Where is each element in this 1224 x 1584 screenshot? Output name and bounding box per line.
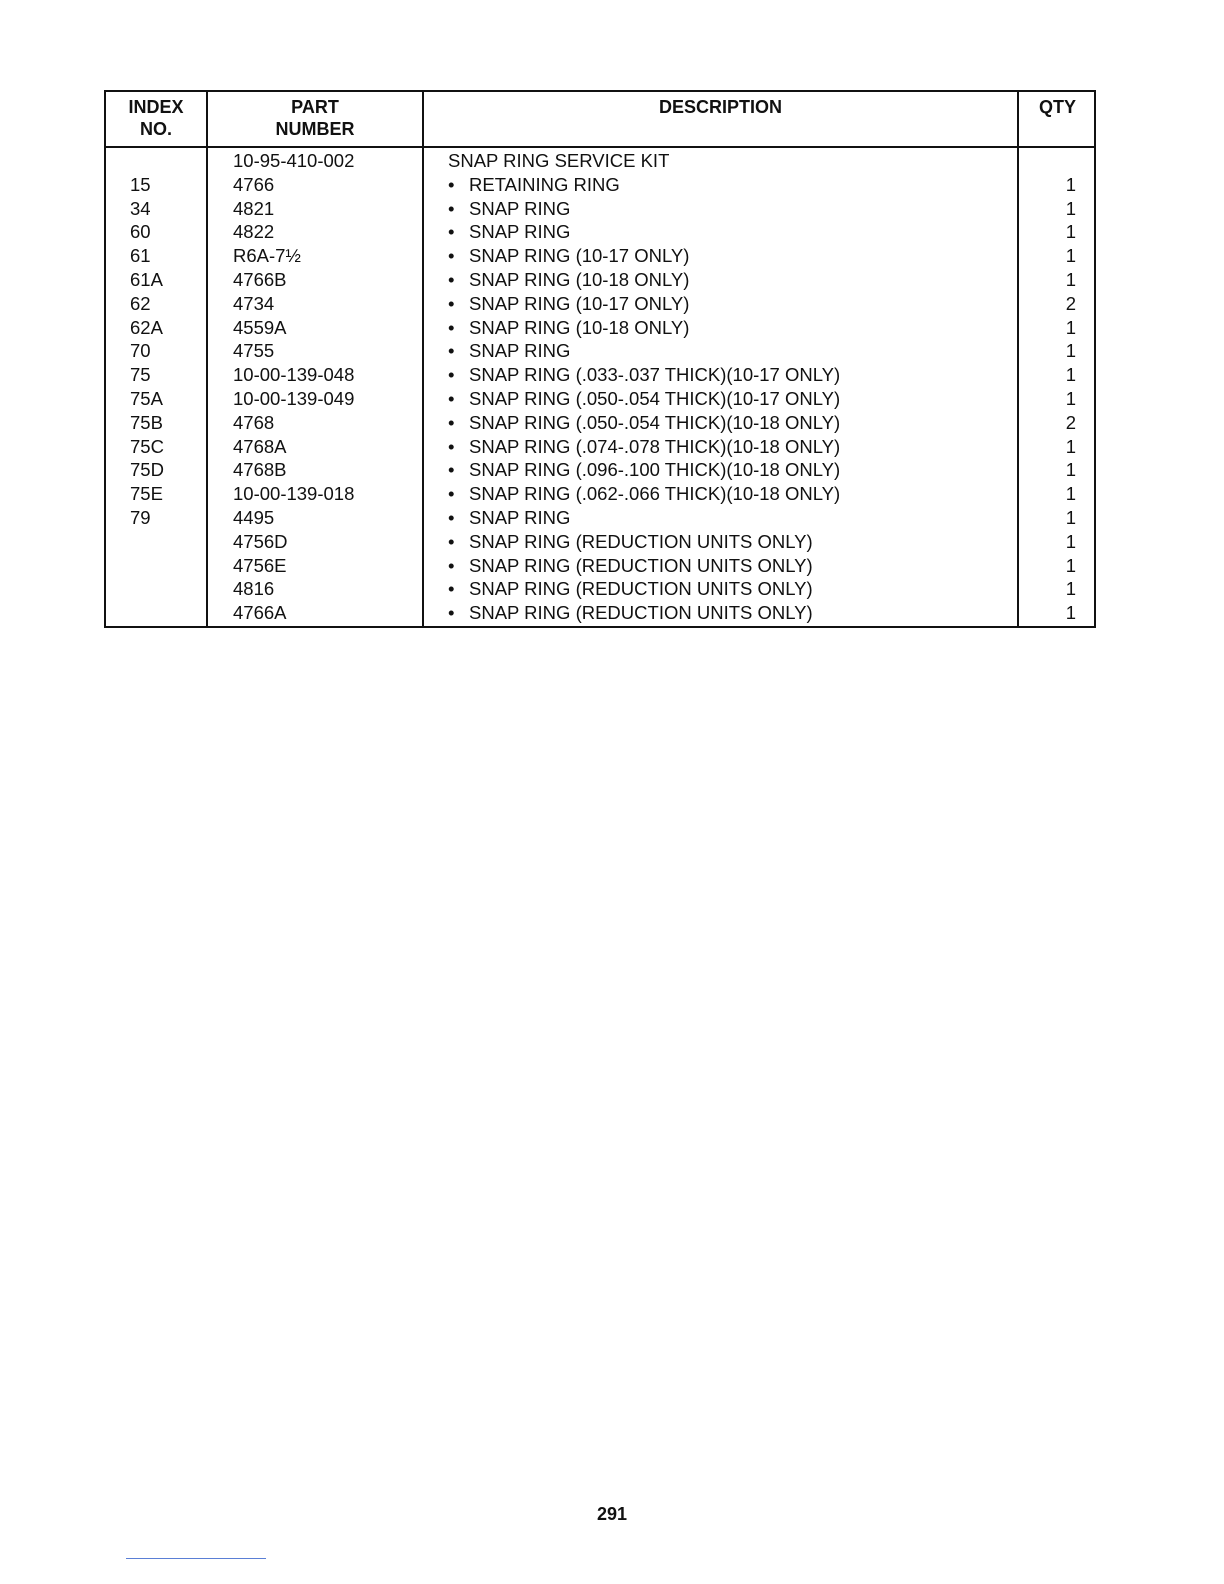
index-cell: 62A [130,316,163,338]
part-number-cell: 4816 [233,578,275,600]
bullet-icon: • [448,459,455,481]
bullet-icon: • [448,340,455,362]
table-row [106,149,1094,173]
table-row [106,530,1094,554]
description-cell: SNAP RING (10-18 ONLY) [469,316,690,338]
bullet-icon: • [448,554,455,576]
bullet-icon: • [448,316,455,338]
table-body [106,149,1094,625]
index-cell: 75 [130,364,151,386]
header-divider [106,146,1094,148]
index-cell: 75D [130,459,164,481]
description-cell: SNAP RING (10-18 ONLY) [469,268,690,290]
header-description: DESCRIPTION [658,97,782,117]
part-number-cell: 4768 [233,411,275,433]
index-cell: 79 [130,506,151,528]
header-index [106,96,206,140]
description-cell: SNAP RING (.062-.066 THICK)(10-18 ONLY) [469,483,841,505]
part-number-cell: R6A-7½ [233,245,301,267]
table-row [106,363,1094,387]
qty-cell: 1 [1065,554,1076,576]
description-cell: SNAP RING (.033-.037 THICK)(10-17 ONLY) [469,364,841,386]
bullet-icon: • [448,506,455,528]
part-number-cell: 4734 [233,292,275,314]
description-cell: SNAP RING (REDUCTION UNITS ONLY) [469,602,813,624]
qty-cell: 1 [1065,459,1076,481]
parts-table [104,90,1096,628]
description-cell: RETAINING RING [469,173,620,195]
part-number-cell: 10-00-139-018 [233,483,355,505]
bullet-icon: • [448,173,455,195]
index-cell: 61A [130,268,163,290]
part-number-cell: 4766 [233,173,275,195]
index-cell: 62 [130,292,151,314]
index-cell: 75C [130,435,164,457]
description-cell: SNAP RING (.050-.054 THICK)(10-17 ONLY) [469,387,841,409]
qty-cell: 1 [1065,221,1076,243]
table-row [106,244,1094,268]
qty-cell: 1 [1065,364,1076,386]
bullet-icon: • [448,364,455,386]
qty-cell: 2 [1065,411,1076,433]
description-cell: SNAP RING [469,221,571,243]
table-row [106,197,1094,221]
index-cell: 61 [130,245,151,267]
part-number-cell: 10-95-410-002 [233,150,355,171]
part-number-cell: 4766B [233,268,287,290]
bullet-icon: • [448,387,455,409]
qty-cell: 1 [1065,387,1076,409]
qty-cell: 1 [1065,245,1076,267]
description-cell: SNAP RING (.096-.100 THICK)(10-18 ONLY) [469,459,841,481]
index-cell: 34 [130,197,151,219]
index-cell: 60 [130,221,151,243]
table-row [106,220,1094,244]
description-cell: SNAP RING SERVICE KIT [448,150,670,171]
part-number-cell: 10-00-139-049 [233,387,355,409]
qty-cell: 1 [1065,530,1076,552]
index-cell: 70 [130,340,151,362]
description-cell: SNAP RING (REDUCTION UNITS ONLY) [469,578,813,600]
part-number-cell: 4766A [233,602,287,624]
bullet-icon: • [448,411,455,433]
table-row [106,458,1094,482]
part-number-cell: 4495 [233,506,275,528]
part-number-cell: 4756E [233,554,287,576]
table-row [106,339,1094,363]
qty-cell: 1 [1065,483,1076,505]
bullet-icon: • [448,483,455,505]
part-number-cell: 4822 [233,221,275,243]
qty-cell: 2 [1065,292,1076,314]
part-number-cell: 4768A [233,435,287,457]
qty-cell: 1 [1065,506,1076,528]
table-row [106,506,1094,530]
part-number-cell: 4756D [233,530,288,552]
table-row [106,435,1094,459]
bullet-icon: • [448,435,455,457]
table-row [106,387,1094,411]
bullet-icon: • [448,221,455,243]
description-cell: SNAP RING [469,340,571,362]
table-row [106,316,1094,340]
table-row [106,292,1094,316]
bullet-icon: • [448,602,455,624]
header-qty: QTY [1038,97,1076,117]
part-number-cell: 4768B [233,459,287,481]
part-number-cell: 4559A [233,316,287,338]
description-cell: SNAP RING (.050-.054 THICK)(10-18 ONLY) [469,411,841,433]
table-row [106,577,1094,601]
header-part-line1: PART [291,97,339,117]
header-index-line1: INDEX [128,97,184,117]
table-row [106,173,1094,197]
bullet-icon: • [448,197,455,219]
index-cell: 75A [130,387,163,409]
description-cell: SNAP RING (10-17 ONLY) [469,245,690,267]
part-number-cell: 4821 [233,197,275,219]
description-cell: SNAP RING (REDUCTION UNITS ONLY) [469,554,813,576]
description-cell: SNAP RING (.074-.078 THICK)(10-18 ONLY) [469,435,841,457]
qty-cell: 1 [1065,316,1076,338]
bullet-icon: • [448,292,455,314]
description-cell: SNAP RING (10-17 ONLY) [469,292,690,314]
qty-cell: 1 [1065,173,1076,195]
bullet-icon: • [448,245,455,267]
table-row [106,411,1094,435]
header-index-line2: NO. [139,119,172,139]
qty-cell: 1 [1065,340,1076,362]
index-cell: 15 [130,173,151,195]
bottom-rule [126,1558,266,1559]
bullet-icon: • [448,530,455,552]
qty-cell: 1 [1065,197,1076,219]
bullet-icon: • [448,578,455,600]
qty-cell: 1 [1065,578,1076,600]
bullet-icon: • [448,268,455,290]
header-part-number [208,96,422,140]
table-row [106,601,1094,625]
description-cell: SNAP RING [469,197,571,219]
table-row [106,482,1094,506]
qty-cell: 1 [1065,268,1076,290]
header-part-line2: NUMBER [275,119,355,139]
description-cell: SNAP RING (REDUCTION UNITS ONLY) [469,530,813,552]
index-cell: 75B [130,411,163,433]
part-number-cell: 10-00-139-048 [233,364,355,386]
part-number-cell: 4755 [233,340,275,362]
qty-cell: 1 [1065,602,1076,624]
table-row [106,554,1094,578]
index-cell: 75E [130,483,163,505]
qty-cell: 1 [1065,435,1076,457]
table-row [106,268,1094,292]
page-number: 291 [596,1504,628,1524]
description-cell: SNAP RING [469,506,571,528]
